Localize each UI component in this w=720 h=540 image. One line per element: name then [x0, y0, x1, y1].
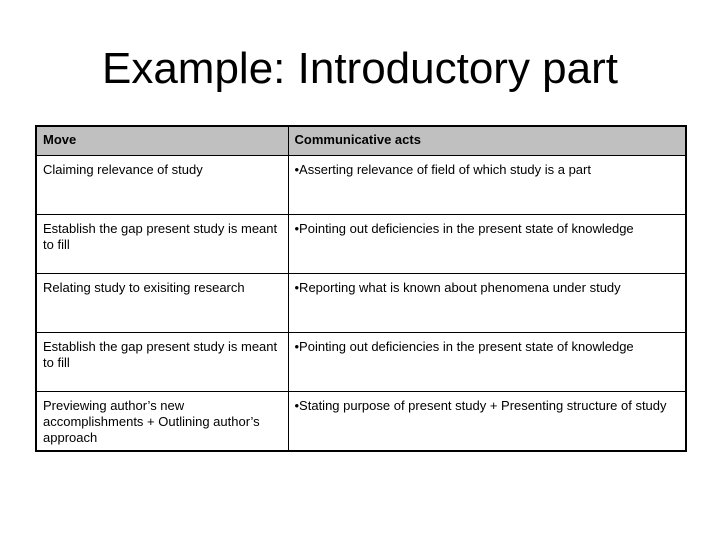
table-row [36, 391, 686, 451]
communicative-act-cell: •Reporting what is known about phenomena under study [288, 273, 686, 332]
communicative-act-cell: •Stating purpose of present study + Presenting structure of study [288, 391, 686, 451]
slide-title: Example: Introductory part [101, 44, 618, 93]
move-cell: Previewing author’s new accomplishments + Outlining author’s approach [36, 391, 288, 451]
table-row [36, 155, 686, 214]
communicative-act-cell: •Pointing out deficiencies in the present state of knowledge [288, 214, 686, 273]
communicative-act-cell: •Pointing out deficiencies in the present state of knowledge [288, 332, 686, 391]
column-header-communicative-acts: Communicative acts [288, 126, 686, 155]
move-cell: Establish the gap present study is meant to fill [36, 332, 288, 391]
move-cell: Claiming relevance of study [36, 155, 288, 214]
table-header-row [36, 126, 686, 155]
communicative-act-cell: •Asserting relevance of field of which study is a part [288, 155, 686, 214]
table-row [36, 214, 686, 273]
table-row [36, 273, 686, 332]
column-header-move: Move [36, 126, 288, 155]
moves-table-container [35, 125, 685, 452]
move-cell: Relating study to exisiting research [36, 273, 288, 332]
table-row [36, 332, 686, 391]
move-cell: Establish the gap present study is meant to fill [36, 214, 288, 273]
moves-table [35, 125, 687, 452]
